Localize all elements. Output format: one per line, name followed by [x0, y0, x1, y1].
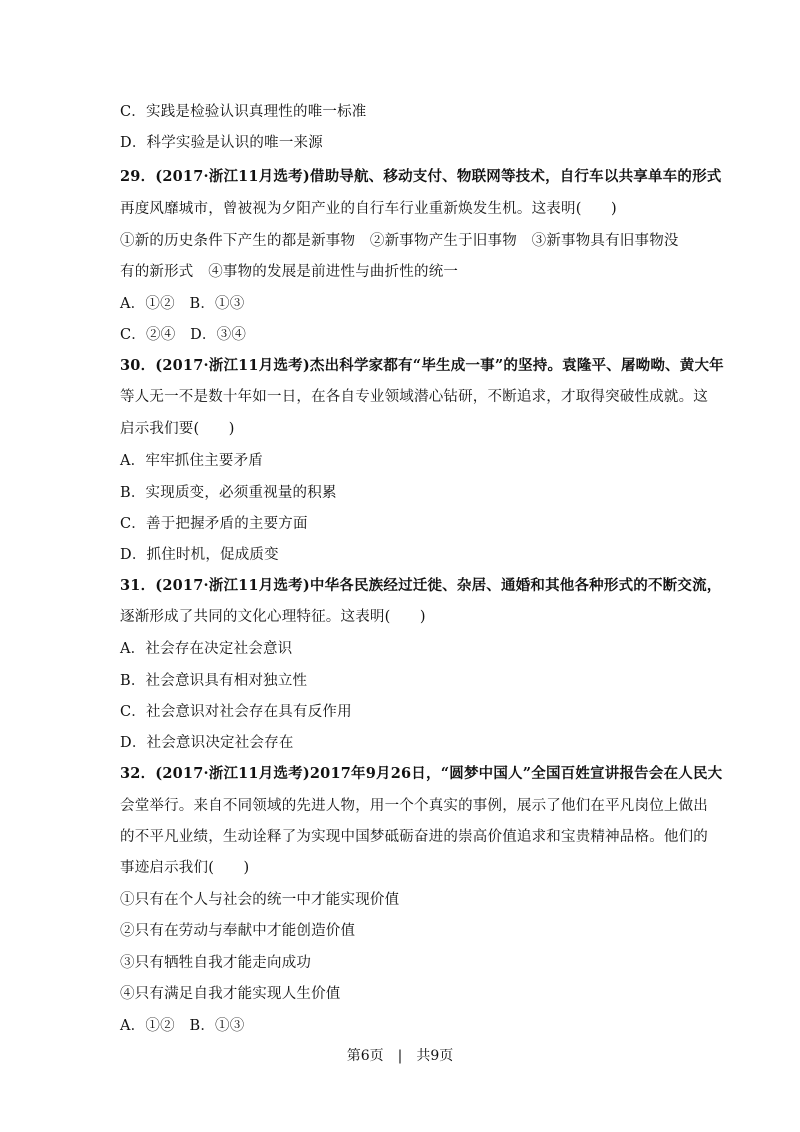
question-31-stem-line-1: 31．(2017·浙江11月选考)中华各民族经过迁徙、杂居、通婚和其他各种形式的不断交流， — [120, 577, 722, 594]
question-30-option-d: D．抓住时机，促成质变 — [120, 547, 279, 563]
question-32-stem-line-1: 32．(2017·浙江11月选考)2017年9月26日，“圆梦中国人”全国百姓宣讲报告会在人民大 — [120, 765, 723, 782]
question-32-stem-line-4: 事迹启示我们( ) — [120, 860, 250, 876]
question-30-option-a: A．牢牢抓住主要矛盾 — [120, 453, 263, 469]
question-32-options-ab: A．①② B．①③ — [120, 1018, 245, 1034]
question-30-stem-line-2: 等人无一不是数十年如一日，在各自专业领域潜心钻研，不断追求，才取得突破性成就。这 — [120, 389, 708, 405]
question-31-stem-line-2: 逐渐形成了共同的文化心理特征。这表明( ) — [120, 609, 426, 625]
question-32-stem-line-2: 会堂举行。来自不同领域的先进人物，用一个个真实的事例，展示了他们在平凡岗位上做出 — [120, 798, 708, 814]
question-29-statements-line-2: 有的新形式 ④事物的发展是前进性与曲折性的统一 — [120, 264, 459, 280]
question-32-statement-4: ④只有满足自我才能实现人生价值 — [120, 986, 341, 1002]
question-29-stem-line-1: 29．(2017·浙江11月选考)借助导航、移动支付、物联网等技术，自行车以共享单车的形式 — [120, 168, 722, 185]
question-30-option-b: B．实现质变，必须重视量的积累 — [120, 485, 337, 501]
question-29-stem-line-2: 再度风靡城市，曾被视为夕阳产业的自行车行业重新焕发生机。这表明( ) — [120, 201, 617, 217]
question-30-option-c: C．善于把握矛盾的主要方面 — [120, 516, 308, 532]
question-29-options-cd: C．②④ D．③④ — [120, 327, 247, 343]
question-31-option-d: D．社会意识决定社会存在 — [120, 735, 294, 751]
option-c-q28: C．实践是检验认识真理性的唯一标准 — [120, 104, 367, 120]
question-31-option-c: C．社会意识对社会存在具有反作用 — [120, 704, 352, 720]
question-32-stem-line-3: 的不平凡业绩，生动诠释了为实现中国梦砥砺奋进的崇高价值追求和宝贵精神品格。他们的 — [120, 829, 708, 845]
question-30-stem-line-3: 启示我们要( ) — [120, 421, 235, 437]
question-32-statement-3: ③只有牺牲自我才能走向成功 — [120, 955, 312, 971]
question-30-stem-line-1: 30．(2017·浙江11月选考)杰出科学家都有“毕生成一事”的坚持。袁隆平、屠呦呦、黄大年 — [120, 357, 724, 374]
question-29-statements-line-1: ①新的历史条件下产生的都是新事物 ②新事物产生于旧事物 ③新事物具有旧事物没 — [120, 233, 679, 249]
option-d-q28: D．科学实验是认识的唯一来源 — [120, 135, 323, 151]
question-31-option-b: B．社会意识具有相对独立性 — [120, 673, 308, 689]
question-32-statement-1: ①只有在个人与社会的统一中才能实现价值 — [120, 892, 400, 908]
question-31-option-a: A．社会存在决定社会意识 — [120, 641, 293, 657]
page-footer: 第6页 | 共9页 — [346, 1048, 454, 1064]
question-32-statement-2: ②只有在劳动与奉献中才能创造价值 — [120, 923, 356, 939]
question-29-options-ab: A．①② B．①③ — [120, 296, 245, 312]
